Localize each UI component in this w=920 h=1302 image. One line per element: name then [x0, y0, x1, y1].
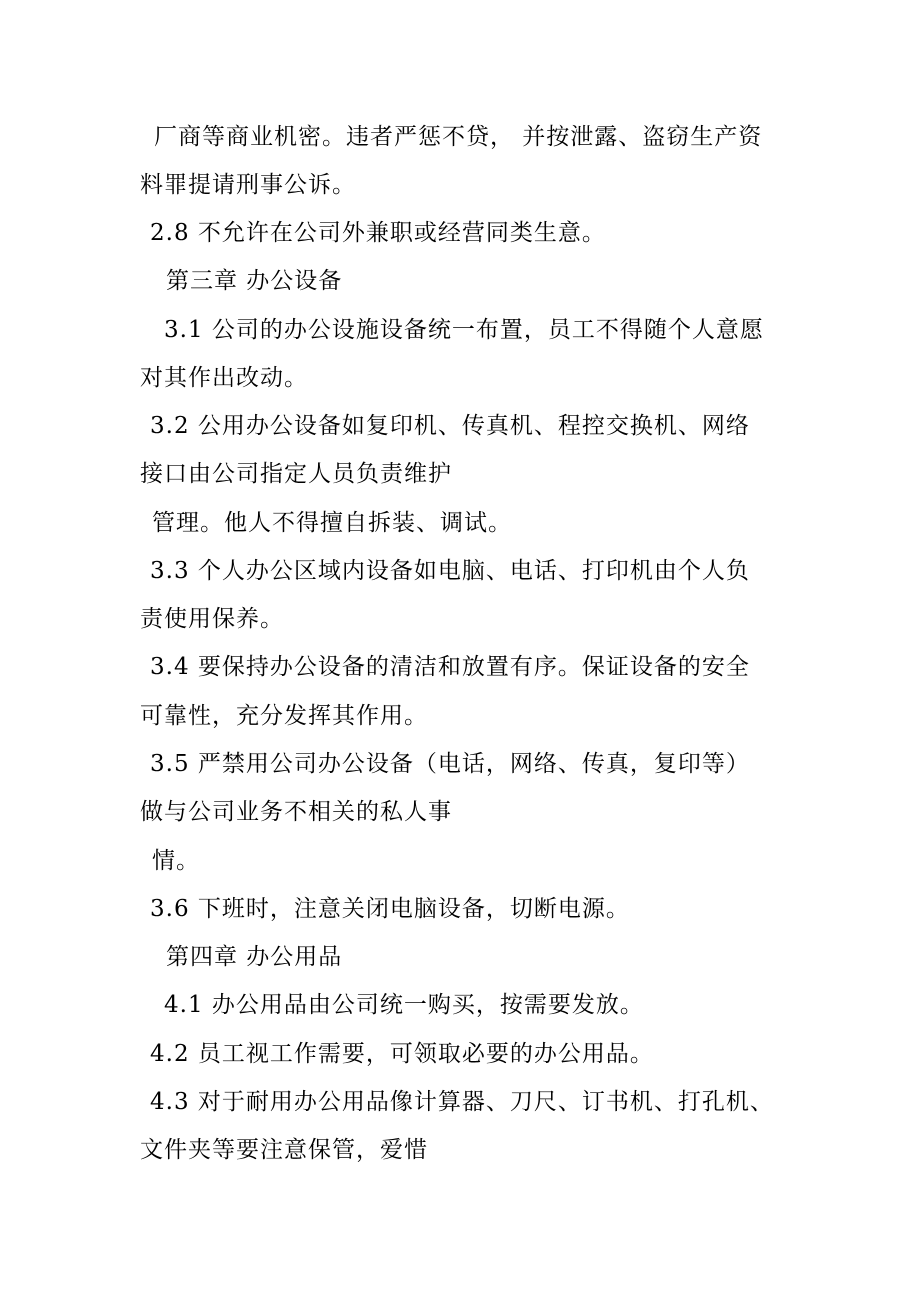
- text-line: 对其作出改动。: [140, 365, 308, 391]
- text-line: 3.2 公用办公设备如复印机、传真机、程控交换机、网络: [150, 413, 750, 439]
- text-line: 文件夹等要注意保管，爱惜: [140, 1137, 428, 1163]
- text-line: 3.6 下班时，注意关闭电脑设备，切断电源。: [150, 896, 630, 922]
- text-line: 厂商等商业机密。违者严惩不贷， 并按泄露、盗窃生产资: [154, 124, 763, 150]
- chapter-heading: 第三章 办公设备: [166, 268, 343, 294]
- text-line: 料罪提请刑事公诉。: [140, 172, 356, 198]
- text-line: 3.5 严禁用公司办公设备（电话，网络、传真，复印等）: [150, 751, 750, 777]
- text-line: 可靠性，充分发挥其作用。: [140, 703, 428, 729]
- text-line: 3.4 要保持办公设备的清洁和放置有序。保证设备的安全: [150, 654, 750, 680]
- text-line: 2.8 不允许在公司外兼职或经营同类生意。: [150, 220, 606, 246]
- text-line: 接口由公司指定人员负责维护: [140, 461, 452, 487]
- text-line: 管理。他人不得擅自拆装、调试。: [152, 510, 512, 536]
- text-line: 责使用保养。: [140, 606, 284, 632]
- text-line: 做与公司业务不相关的私人事: [140, 799, 452, 825]
- text-line: 情。: [152, 848, 200, 874]
- text-line: 4.3 对于耐用办公用品像计算器、刀尺、订书机、打孔机、: [150, 1089, 774, 1115]
- text-line: 3.1 公司的办公设施设备统一布置，员工不得随个人意愿: [164, 317, 764, 343]
- text-line: 4.1 办公用品由公司统一购买，按需要发放。: [164, 992, 644, 1018]
- chapter-heading: 第四章 办公用品: [166, 944, 343, 970]
- text-line: 3.3 个人办公区域内设备如电脑、电话、打印机由个人负: [150, 558, 750, 584]
- text-line: 4.2 员工视工作需要，可领取必要的办公用品。: [150, 1041, 654, 1067]
